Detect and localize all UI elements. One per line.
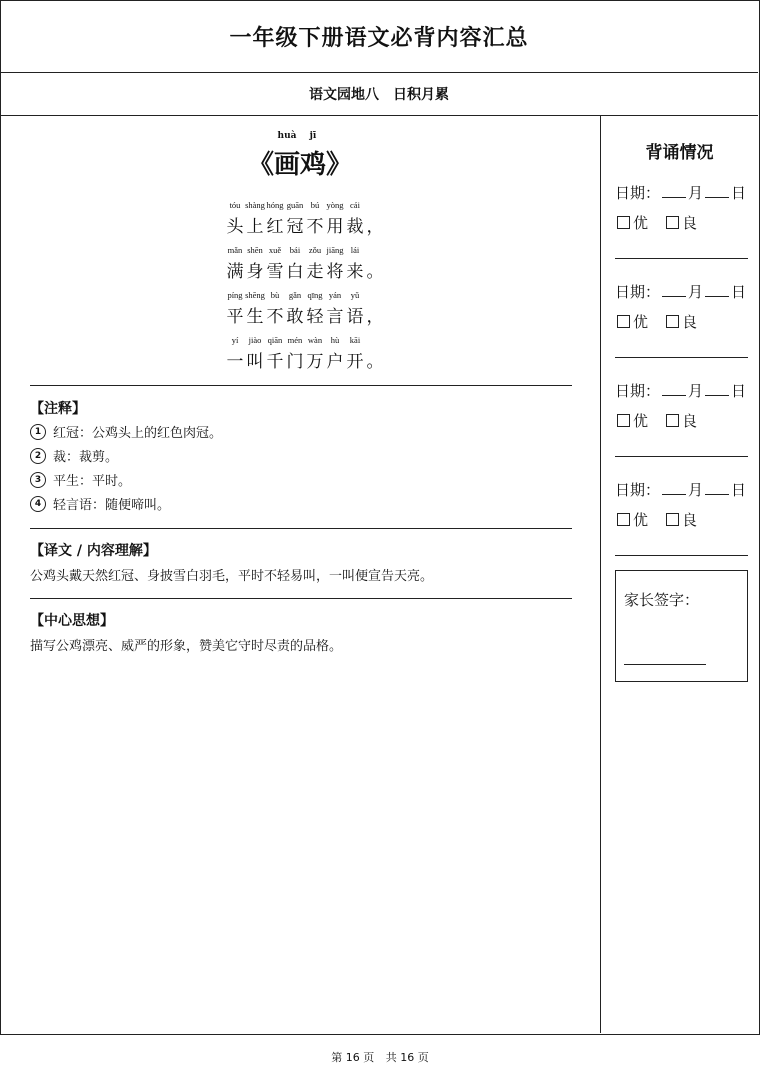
poem-char: 将 bbox=[326, 262, 344, 282]
pinyin: bù bbox=[270, 290, 280, 300]
checkbox-icon[interactable] bbox=[666, 513, 679, 526]
poem-char: ， bbox=[366, 307, 384, 327]
page-title: 一年级下册语文必背内容汇总 bbox=[229, 25, 529, 51]
month-blank[interactable] bbox=[662, 481, 686, 495]
divider bbox=[30, 528, 572, 529]
option-label: 优 bbox=[633, 313, 649, 331]
date-label: 日期： bbox=[615, 184, 661, 202]
poem-char: 轻 bbox=[306, 307, 324, 327]
pinyin: qiān bbox=[267, 335, 283, 345]
date-line bbox=[615, 479, 746, 500]
note-text: 平生：平时。 bbox=[53, 474, 132, 489]
poem-char: 雪 bbox=[266, 262, 284, 282]
poem-char: 走 bbox=[306, 262, 324, 282]
option-label: 良 bbox=[682, 511, 698, 529]
subtitle-section: 日积月累 bbox=[393, 87, 449, 103]
pinyin: cái bbox=[350, 200, 360, 210]
option-good[interactable] bbox=[666, 311, 697, 332]
date-label: 日期： bbox=[615, 382, 661, 400]
poem-char: 叫 bbox=[246, 352, 264, 372]
day-label: 日 bbox=[731, 382, 747, 400]
main-content bbox=[0, 116, 601, 1033]
day-blank[interactable] bbox=[705, 283, 729, 297]
title-char-1 bbox=[273, 131, 300, 181]
option-label: 良 bbox=[682, 313, 698, 331]
option-label: 良 bbox=[682, 412, 698, 430]
translation-text: 公鸡头戴天然红冠、身披雪白羽毛，平时不轻易叫，一叫便宣告天亮。 bbox=[30, 569, 434, 584]
poem-char: 。 bbox=[366, 352, 384, 372]
pinyin bbox=[365, 200, 385, 210]
pinyin: tóu bbox=[229, 200, 241, 210]
pinyin: jiào bbox=[248, 335, 262, 345]
parent-signature-box bbox=[615, 570, 748, 682]
option-good[interactable] bbox=[666, 212, 697, 233]
poem-char-row bbox=[225, 302, 385, 327]
day-blank[interactable] bbox=[705, 184, 729, 198]
pinyin: xuě bbox=[268, 245, 282, 255]
poem-char-row bbox=[225, 257, 385, 282]
option-label: 良 bbox=[682, 214, 698, 232]
rating-options bbox=[617, 311, 715, 332]
pinyin: shēn bbox=[247, 245, 263, 255]
poem-char: 万 bbox=[306, 352, 324, 372]
note-item bbox=[30, 494, 170, 513]
day-label: 日 bbox=[731, 283, 747, 301]
poem-char: 满 bbox=[226, 262, 244, 282]
poem-char: 语 bbox=[346, 307, 364, 327]
poem-title bbox=[0, 131, 600, 181]
month-blank[interactable] bbox=[662, 184, 686, 198]
theme-heading: 【中心思想】 bbox=[30, 613, 114, 629]
poem-char: 门 bbox=[286, 352, 304, 372]
pinyin: zǒu bbox=[308, 245, 322, 255]
pinyin bbox=[365, 290, 385, 300]
note-item bbox=[30, 422, 222, 441]
poem-char: 冠 bbox=[286, 217, 304, 237]
pinyin: hóng bbox=[266, 200, 284, 210]
record-divider bbox=[615, 555, 748, 556]
checkbox-icon[interactable] bbox=[617, 216, 630, 229]
recitation-panel bbox=[601, 116, 758, 1033]
notes-heading: 【注释】 bbox=[30, 401, 86, 417]
theme-text: 描写公鸡漂亮、威严的形象，赞美它守时尽责的品格。 bbox=[30, 639, 343, 654]
note-text: 红冠：公鸡头上的红色肉冠。 bbox=[53, 426, 223, 441]
pinyin: mén bbox=[287, 335, 303, 345]
pinyin: yǔ bbox=[350, 290, 360, 300]
date-label: 日期： bbox=[615, 481, 661, 499]
record-divider bbox=[615, 456, 748, 457]
pinyin: lái bbox=[350, 245, 360, 255]
rating-options bbox=[617, 410, 715, 431]
poem-char: 上 bbox=[246, 217, 264, 237]
poem-char: 户 bbox=[326, 352, 344, 372]
pinyin: bú bbox=[310, 200, 320, 210]
month-label: 月 bbox=[688, 382, 704, 400]
record-divider bbox=[615, 357, 748, 358]
pinyin: bái bbox=[289, 245, 301, 255]
poem-char: 言 bbox=[326, 307, 344, 327]
title-char-text-1: 画 bbox=[273, 150, 300, 180]
month-label: 月 bbox=[688, 481, 704, 499]
poem-char: ， bbox=[366, 217, 384, 237]
title-close-bracket: 》 bbox=[326, 150, 353, 180]
checkbox-icon[interactable] bbox=[617, 315, 630, 328]
pinyin: yòng bbox=[326, 200, 344, 210]
day-blank[interactable] bbox=[705, 382, 729, 396]
option-excellent[interactable] bbox=[617, 212, 648, 233]
note-number: 2 bbox=[30, 448, 46, 464]
title-char-text-2: 鸡 bbox=[300, 150, 327, 180]
date-line bbox=[615, 281, 746, 302]
poem-char: 白 bbox=[286, 262, 304, 282]
poem-pinyin-row bbox=[225, 335, 385, 345]
poem-char: 敢 bbox=[286, 307, 304, 327]
recitation-title: 背诵情况 bbox=[645, 143, 714, 163]
poem-char: 开 bbox=[346, 352, 364, 372]
option-label: 优 bbox=[633, 412, 649, 430]
note-number: 4 bbox=[30, 496, 46, 512]
poem-char: 生 bbox=[246, 307, 264, 327]
day-label: 日 bbox=[731, 184, 747, 202]
poem-char-row bbox=[225, 347, 385, 372]
title-pinyin-2: jī bbox=[309, 131, 317, 141]
poem-pinyin-row bbox=[225, 245, 385, 255]
pinyin: hù bbox=[330, 335, 340, 345]
poem-char: 不 bbox=[306, 217, 324, 237]
checkbox-icon[interactable] bbox=[666, 315, 679, 328]
note-number: 3 bbox=[30, 472, 46, 488]
subtitle-unit: 语文园地八 bbox=[309, 87, 379, 103]
page-number: 第 16 页 bbox=[331, 1051, 375, 1064]
date-line bbox=[615, 380, 746, 401]
title-char-2 bbox=[300, 131, 327, 181]
rating-options bbox=[617, 509, 715, 530]
option-excellent[interactable] bbox=[617, 410, 648, 431]
day-label: 日 bbox=[731, 481, 747, 499]
option-good[interactable] bbox=[666, 410, 697, 431]
signature-label: 家长签字： bbox=[624, 591, 700, 609]
poem-char: 。 bbox=[366, 262, 384, 282]
page-total: 共 16 页 bbox=[385, 1051, 429, 1064]
pinyin: yí bbox=[231, 335, 239, 345]
checkbox-icon[interactable] bbox=[666, 216, 679, 229]
month-label: 月 bbox=[688, 184, 704, 202]
pinyin: yán bbox=[328, 290, 342, 300]
pinyin: shēng bbox=[245, 290, 265, 300]
date-label: 日期： bbox=[615, 283, 661, 301]
title-pinyin-1: huà bbox=[277, 131, 297, 141]
poem-char: 平 bbox=[226, 307, 244, 327]
poem-char: 身 bbox=[246, 262, 264, 282]
month-blank[interactable] bbox=[662, 382, 686, 396]
note-item bbox=[30, 446, 118, 465]
translation-heading: 【译文 / 内容理解】 bbox=[30, 543, 157, 559]
pinyin: kāi bbox=[349, 335, 361, 345]
checkbox-icon[interactable] bbox=[617, 414, 630, 427]
poem-char: 裁 bbox=[346, 217, 364, 237]
option-excellent[interactable] bbox=[617, 509, 648, 530]
subtitle-row bbox=[0, 73, 758, 116]
note-text: 轻言语：随便啼叫。 bbox=[53, 498, 171, 513]
pinyin: guān bbox=[286, 200, 304, 210]
pinyin: píng bbox=[227, 290, 243, 300]
pinyin bbox=[365, 245, 385, 255]
poem-char: 用 bbox=[326, 217, 344, 237]
pinyin: qīng bbox=[307, 290, 323, 300]
poem-char: 来 bbox=[346, 262, 364, 282]
date-line bbox=[615, 182, 746, 203]
option-label: 优 bbox=[633, 511, 649, 529]
page-footer bbox=[0, 1049, 760, 1065]
poem-pinyin-row bbox=[225, 200, 385, 210]
option-good[interactable] bbox=[666, 509, 697, 530]
month-label: 月 bbox=[688, 283, 704, 301]
month-blank[interactable] bbox=[662, 283, 686, 297]
note-text: 裁：裁剪。 bbox=[53, 450, 119, 465]
poem-char: 一 bbox=[226, 352, 244, 372]
title-row bbox=[0, 0, 758, 73]
option-label: 优 bbox=[633, 214, 649, 232]
day-blank[interactable] bbox=[705, 481, 729, 495]
signature-line[interactable] bbox=[624, 664, 706, 665]
poem-char-row bbox=[225, 212, 385, 237]
divider bbox=[30, 385, 572, 386]
poem-pinyin-row bbox=[225, 290, 385, 300]
pinyin: wàn bbox=[307, 335, 323, 345]
poem-char: 头 bbox=[226, 217, 244, 237]
poem-char: 不 bbox=[266, 307, 284, 327]
poem-char: 千 bbox=[266, 352, 284, 372]
pinyin: jiāng bbox=[326, 245, 344, 255]
option-excellent[interactable] bbox=[617, 311, 648, 332]
pinyin: mǎn bbox=[227, 245, 243, 255]
note-item bbox=[30, 470, 131, 489]
pinyin bbox=[365, 335, 385, 345]
checkbox-icon[interactable] bbox=[617, 513, 630, 526]
rating-options bbox=[617, 212, 715, 233]
pinyin: shàng bbox=[245, 200, 265, 210]
note-number: 1 bbox=[30, 424, 46, 440]
record-divider bbox=[615, 258, 748, 259]
poem-char: 红 bbox=[266, 217, 284, 237]
checkbox-icon[interactable] bbox=[666, 414, 679, 427]
title-open-bracket: 《 bbox=[247, 150, 274, 180]
divider bbox=[30, 598, 572, 599]
pinyin: gǎn bbox=[288, 290, 302, 300]
